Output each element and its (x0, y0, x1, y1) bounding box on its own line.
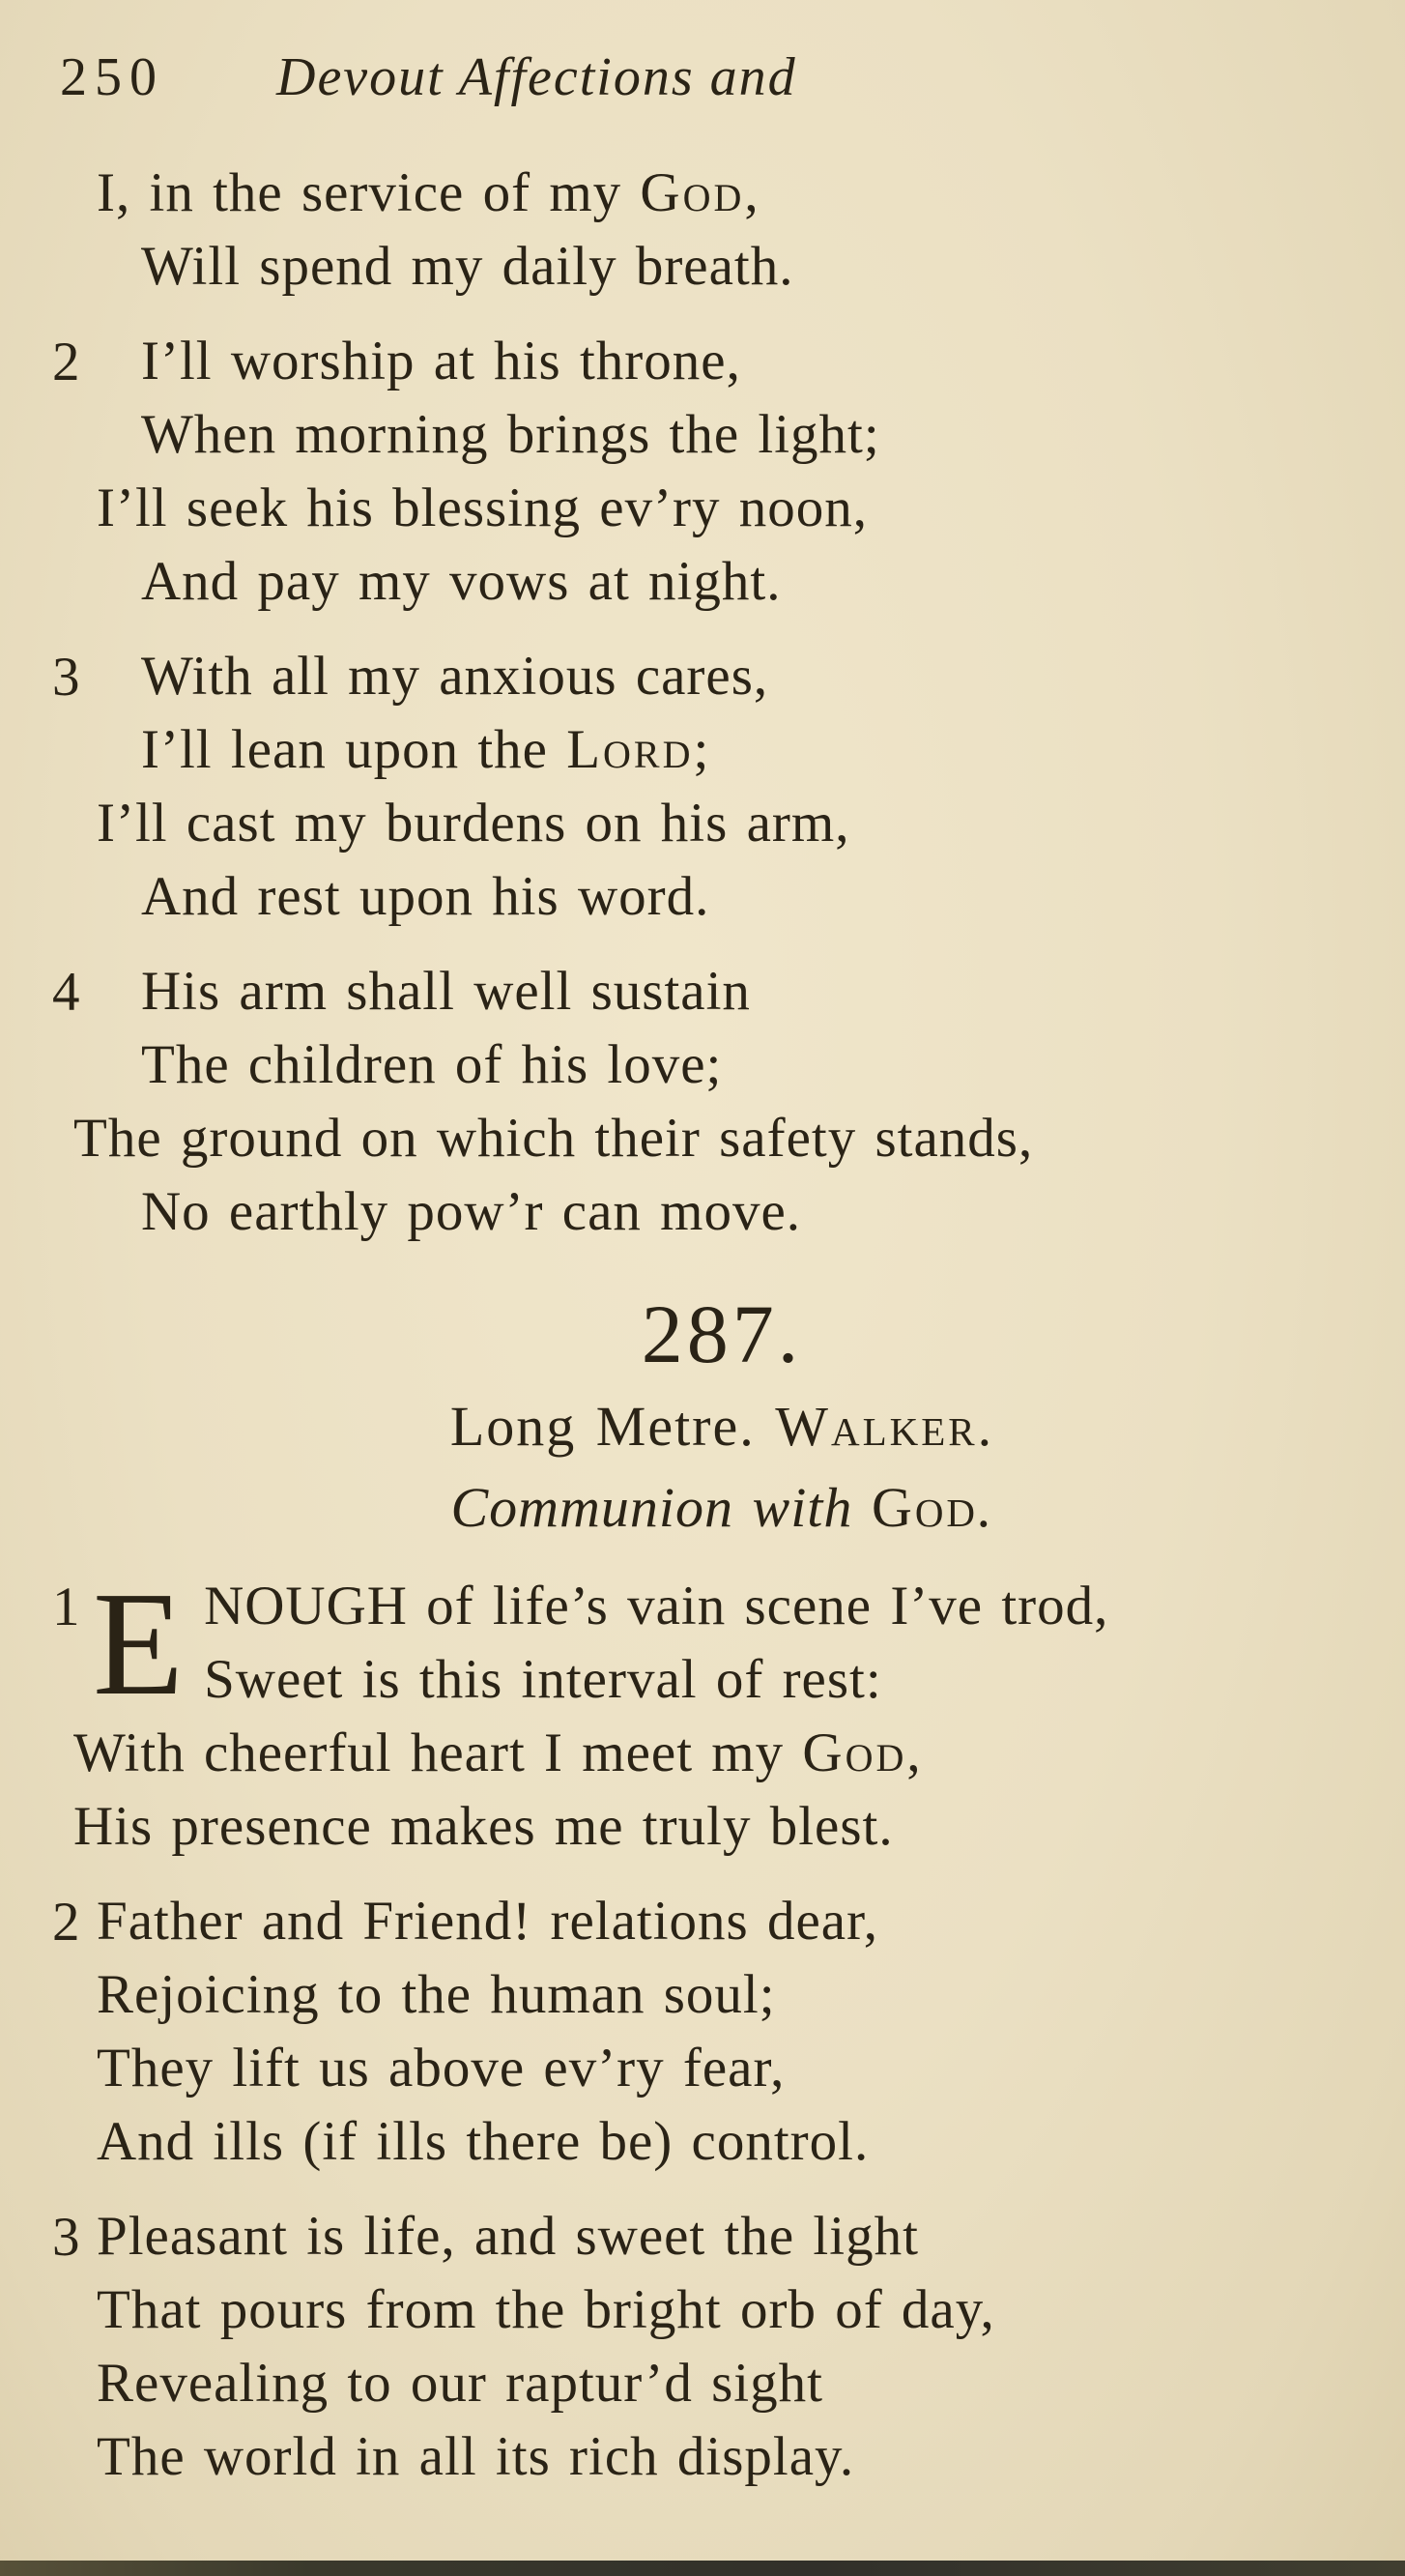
stanza-number: 3 (52, 647, 81, 708)
hymn-text-block (0, 112, 1405, 2494)
stanza (62, 157, 1382, 304)
stanza-number: 1 (52, 1577, 81, 1637)
verse-line: Rejoicing to the human soul; (97, 1964, 776, 2025)
verse-line: No earthly pow’r can move. (141, 1181, 802, 1242)
small-caps-word: Lord (566, 719, 694, 780)
verse-line: And pay my vows at night. (141, 551, 782, 612)
hymn-meter-author: Long Metre. Walker. (449, 1395, 994, 1458)
stanza-number: 2 (52, 1892, 81, 1953)
verse-line: With all my anxious cares, (141, 646, 769, 707)
verse-line: I, in the service of my God, (97, 162, 760, 223)
stanza-number: 2 (52, 332, 81, 392)
verse-line: The world in all its rich display. (97, 2426, 855, 2487)
verse-line: His arm shall well sustain (141, 961, 751, 1022)
verse-line: That pours from the bright orb of day, (97, 2279, 995, 2340)
verse-line: His presence makes me truly blest. (73, 1796, 894, 1857)
stanza-number: 3 (52, 2207, 81, 2268)
verse-line: With cheerful heart I meet my God, (73, 1722, 922, 1783)
verse-line: Revealing to our raptur’d sight (97, 2353, 823, 2414)
drop-cap-initial: E (93, 1562, 186, 1726)
hymn-previous-continuation (52, 157, 1382, 1249)
page-header (0, 0, 1405, 112)
running-title: Devout Affections and (276, 47, 797, 107)
stanza (52, 2200, 1382, 2494)
stanza (52, 325, 1382, 619)
small-caps-word: God (871, 1476, 979, 1539)
verse-line: I’ll seek his blessing ev’ry noon, (97, 478, 869, 538)
verse-line: When morning brings the light; (141, 404, 880, 465)
verse-line: And ills (if ills there be) control. (97, 2111, 870, 2172)
verse-line: And rest upon his word. (141, 866, 710, 927)
dropcap-block (62, 1562, 1382, 1726)
small-caps-word: Walker (775, 1395, 978, 1458)
small-caps-word: God (802, 1722, 907, 1783)
stanza (52, 1885, 1382, 2179)
stanza-list (52, 1562, 1382, 2494)
stanza (52, 1562, 1382, 1864)
verse-line: I’ll cast my burdens on his arm, (97, 793, 850, 854)
stanza-list (52, 157, 1382, 1249)
verse-line: Sweet is this interval of rest: (204, 1649, 882, 1710)
verse-line: The children of his love; (141, 1034, 723, 1095)
verse-line: I’ll lean upon the Lord; (141, 719, 710, 780)
verse-line: The ground on which their safety stands, (73, 1108, 1034, 1169)
verse-line: They lift us above ev’ry fear, (97, 2038, 786, 2098)
hymn-number: 287. (641, 1288, 803, 1380)
verse-line: NOUGH of life’s vain scene I’ve trod, (204, 1576, 1109, 1636)
stanza (52, 640, 1382, 934)
stanza (52, 955, 1382, 1249)
verse-line: Father and Friend! relations dear, (97, 1891, 879, 1952)
stanza-number: 4 (52, 962, 81, 1023)
verse-line: I’ll worship at his throne, (141, 331, 741, 391)
hymn-287 (52, 1282, 1382, 2494)
verse-line: Pleasant is life, and sweet the light (97, 2206, 919, 2267)
scan-bottom-edge (0, 2561, 1405, 2576)
verse-line: Will spend my daily breath. (141, 236, 794, 297)
small-caps-word: God (640, 162, 745, 223)
page-number: 250 (60, 47, 164, 107)
hymn-title: Communion with God. (450, 1476, 993, 1539)
